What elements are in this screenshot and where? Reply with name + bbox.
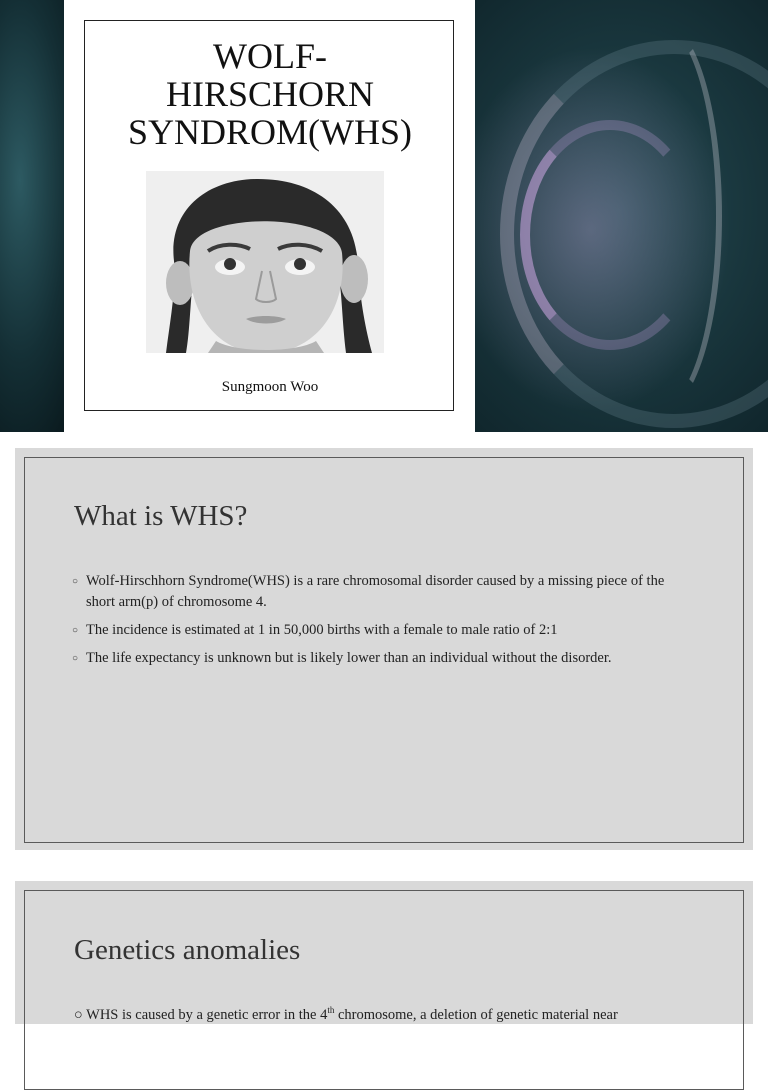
bullet-circle-icon: ○	[72, 625, 79, 636]
cover-frame	[84, 20, 454, 411]
title-line-1: WOLF-	[213, 36, 327, 76]
list-item-text: Wolf-Hirschhorn Syndrome(WHS) is a rare chromosomal disorder caused by a missing piece of the short arm(p) of chromosome 4.	[86, 573, 665, 610]
slide-frame	[24, 457, 744, 843]
author-name: Sungmoon Woo	[221, 379, 319, 395]
bullet-circle-icon: ○	[72, 576, 79, 587]
list-item-text-end: chromosome, a deletion of genetic material near	[334, 1006, 618, 1023]
ordinal-suffix: th	[327, 1005, 335, 1015]
list-item-text: The life expectancy is unknown but is likely lower than an individual without the disorder.	[86, 650, 612, 666]
title-slide	[0, 0, 768, 432]
slide-heading: Genetics anomalies	[74, 934, 301, 966]
bullet-list	[72, 571, 692, 676]
list-item	[72, 571, 692, 613]
list-item-text: The incidence is estimated at 1 in 50,000 births with a female to male ratio of 2:1	[86, 622, 558, 638]
portrait-photo	[146, 171, 384, 353]
list-item	[72, 620, 692, 641]
background-left-strip	[0, 0, 64, 432]
portrait-illustration	[146, 171, 384, 353]
lens-ring-edge	[600, 20, 722, 412]
title-line-3: SYNDROM(WHS)	[127, 112, 412, 152]
list-item	[72, 648, 692, 669]
slide-title	[85, 37, 455, 151]
slide-heading: What is WHS?	[74, 500, 248, 532]
bullet-circle-icon: ○	[74, 1006, 83, 1023]
title-line-2: HIRSCHORN	[165, 74, 375, 114]
slide-genetics-anomalies	[15, 881, 753, 1024]
slide-frame	[24, 890, 744, 1090]
cover-card	[64, 0, 475, 432]
slide-what-is-whs	[15, 448, 753, 850]
bullet-circle-icon: ○	[72, 653, 79, 664]
list-item	[74, 1005, 618, 1024]
list-item-text-start: WHS is caused by a genetic error in the 4	[86, 1006, 328, 1023]
